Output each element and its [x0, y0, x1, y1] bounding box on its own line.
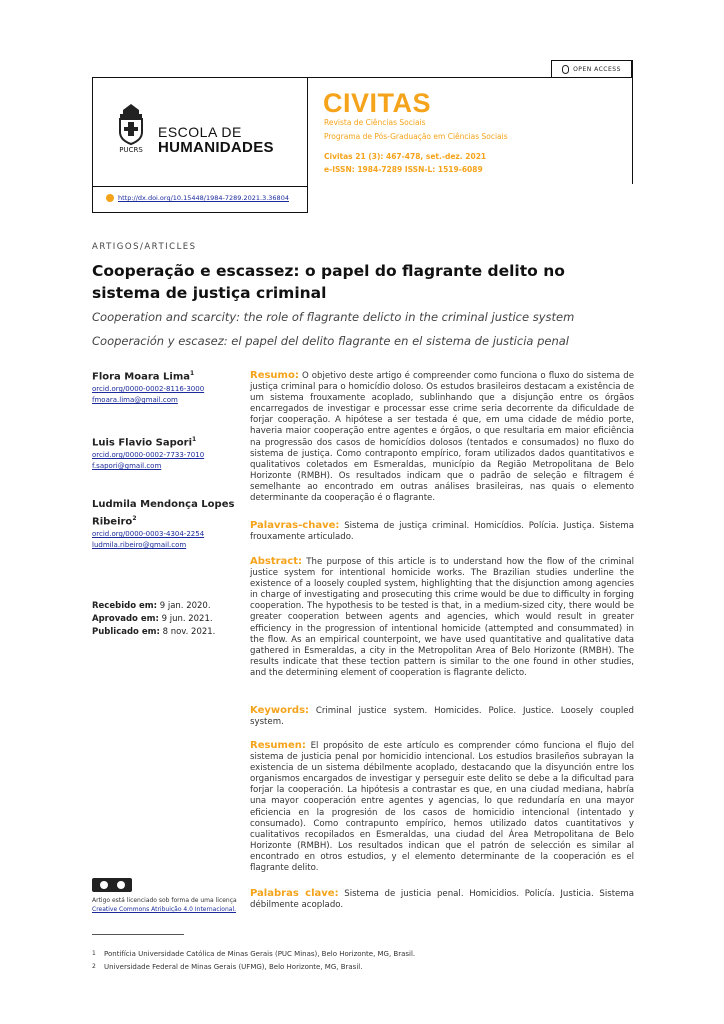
article-dates: [92, 600, 215, 639]
author-2: [92, 433, 242, 472]
author-name: Luis Flavio Sapori$^1$: [92, 436, 197, 449]
author-1: [92, 367, 242, 406]
abstract-heading: Abstract:: [250, 556, 303, 567]
footnote-1: 1 Pontifícia Universidade Católica de Minas Gerais (PUC Minas), Belo Horizonte, MG, Brasil.: [92, 950, 416, 958]
resumen-heading: Resumen:: [250, 740, 306, 751]
title-english: Cooperation and scarcity: the role of flagrante delicto in the criminal justice system: [92, 310, 575, 324]
palabras-clave-text: Sistema de justicia penal. Homicidios. Policía. Justicia. Sistema débilmente acoplado.: [250, 889, 634, 911]
pucrs-logo: [114, 102, 148, 154]
open-access-label: OPEN ACCESS: [573, 65, 621, 73]
resumen-text: El propósito de este artículo es comprender cómo funciona el flujo del sistema de justicia penal por homicidio intencional. Los estudios brasileños subrayan la existencia de un sistema débilmente acoplado, destacando que la disyunción entre los organismos encargados de investigar y perseguir este delito se debe a la dificultad para forjar la cooperación. La hipótesis a contrastar es que, en una ciudad mediana, habría una mayor cooperación entre agentes y agencias, lo que redundaría en una mayor eficiencia en la progresión de los casos de homicidio intencional (intentado y consumado). Como contrapunto empírico, hemos utilizado datos cuantitativos y cualitativos recopilados en Esmeraldas, una ciudad del Área Metropolitana de Belo Horizonte (RMBH). Los resultados indican que el patrón de selección es similar al encontrado en otros estudios, y el elemento determinante de la cooperación es el flagrante delito.: [250, 741, 635, 874]
doi-icon: [106, 194, 114, 202]
school-name-line1: ESCOLA DE: [158, 124, 242, 140]
journal-citation: Civitas 21 (3): 467-478, set.-dez. 2021: [324, 152, 487, 161]
license-link[interactable]: Creative Commons Atribuição 4.0 Internacional.: [92, 906, 237, 913]
journal-issn: e-ISSN: 1984-7289 ISSN-L: 1519-6089: [324, 165, 483, 174]
school-name-line2: HUMANIDADES: [158, 139, 274, 156]
open-access-icon: [562, 65, 569, 74]
cc-by-icon[interactable]: [92, 878, 132, 892]
open-access-badge[interactable]: [551, 60, 632, 78]
author-orcid-link[interactable]: orcid.org/0000-0002-8116-3000: [92, 385, 205, 394]
published-date: Publicado em: 8 nov. 2021.: [92, 627, 216, 637]
journal-program: Programa de Pós-Graduação em Ciências Sociais: [324, 132, 508, 141]
header-rule-bottom: [92, 212, 308, 213]
palabras-clave-heading: Palabras clave:: [250, 888, 339, 899]
keywords-block: [250, 705, 634, 728]
author-orcid-link[interactable]: orcid.org/0000-0003-4304-2254: [92, 530, 205, 539]
palavras-chave-text: Sistema de justiça criminal. Homicídios. Polícia. Justiça. Sistema frouxamente articulado.: [250, 521, 634, 543]
footnote-rule: [92, 934, 184, 935]
header-rule-left: [92, 77, 93, 213]
header-rule-mid: [92, 186, 307, 187]
palabras-clave-block: [250, 888, 634, 911]
author-name: Flora Moara Lima$^1$: [92, 370, 195, 383]
author-orcid-link[interactable]: orcid.org/0000-0002-7733-7010: [92, 451, 205, 460]
doi-link[interactable]: [106, 194, 289, 202]
author-email-link[interactable]: fmoara.lima@gmail.com: [92, 396, 178, 405]
keywords-heading: Keywords:: [250, 705, 310, 716]
author-email-link[interactable]: ludmila.ribeiro@gmail.com: [92, 541, 187, 550]
resumo-text: O objetivo deste artigo é compreender como funciona o fluxo do sistema de justiça criminal para o homicídio doloso. Os estudos brasileiros destacam a existência de um sistema frouxamente acoplado, sublinhando que a disjunção entre os órgãos encarregados de investigar e processar esse crime seria decorrente da dificuldade de forjar cooperação. A hipótese a ser testada é que, em uma cidade de médio porte, haveria maior cooperação entre agentes e órgãos, o que resultaria em maior eficiência na progressão dos casos de homicídios dolosos (tentados e consumados) no fluxo do sistema de justiça. Como contraponto empírico, foram utilizados dados quantitativos e qualitativos coletados em Esmeraldas, município da Região Metropolitana de Belo Horizonte (RMBH). Os resultados indicam que o padrão de seleção e filtragem é semelhante ao encontrado em outras análises brasileiras, nas quais o elemento determinante da cooperação é o flagrante.: [250, 371, 634, 504]
keywords-text: Criminal justice system. Homicides. Police. Justice. Loosely coupled system.: [250, 706, 634, 728]
license-text: Artigo está licenciado sob forma de uma licença Creative Commons Atribuição 4.0 Internacional.: [92, 897, 237, 913]
header-rule-right: [632, 60, 633, 184]
approved-date: Aprovado em: 9 jun. 2021.: [92, 614, 213, 624]
footnote-2: 2 Universidade Federal de Minas Gerais (UFMG), Belo Horizonte, MG, Brasil.: [92, 963, 363, 971]
logo-text: PUCRS: [119, 146, 143, 154]
author-3: [92, 498, 242, 551]
palavras-chave-block: [250, 520, 634, 543]
abstract-text: The purpose of this article is to understand how the flow of the criminal justice system for intentional homicide works. The Brazilian studies underline the existence of a loosely coupled system, highlighting that the disjunction among agencies in charge of investigating and prosecuting this crime would be due to difficulty in forging cooperation. The hypothesis to be tested is that, in a medium-sized city, there would be greater cooperation between agents and agencies, which would result in greater efficiency in the progression of intentional homicide (attempted and consummated) in the flow. As an empirical counterpoint, we have used quantitative and qualitative data gathered in Esmeraldas, a city in the Metropolitan Area of Belo Horizonte (RMBH). The results indicate that these tection pattern is similar to the one found in other studies, and the determining element of cooperation is flagrante delicto.: [250, 557, 634, 678]
title-portuguese: Cooperação e escassez: o papel do flagrante delito no sistema de justiça criminal: [92, 262, 565, 302]
palavras-chave-heading: Palavras-chave:: [250, 520, 340, 531]
resumo-block: [250, 370, 634, 504]
journal-title: CIVITAS: [323, 88, 432, 118]
abstract-block: [250, 556, 634, 679]
title-spanish: Cooperación y escasez: el papel del delito flagrante en el sistema de justicia penal: [92, 334, 569, 348]
author-email-link[interactable]: f.sapori@gmail.com: [92, 462, 162, 471]
section-label: ARTIGOS/ARTICLES: [92, 242, 197, 252]
header-divider: [307, 77, 308, 213]
resumen-block: [250, 740, 634, 874]
journal-subtitle: Revista de Ciências Sociais: [324, 118, 426, 127]
doi-text: http://dx.doi.org/10.15448/1984-7289.2021.3.36804: [118, 194, 289, 202]
resumo-heading: Resumo:: [250, 370, 299, 381]
author-name: Ludmila Mendonça Lopes Ribeiro$^2$: [92, 499, 235, 528]
received-date: Recebido em: 9 jan. 2020.: [92, 601, 211, 611]
